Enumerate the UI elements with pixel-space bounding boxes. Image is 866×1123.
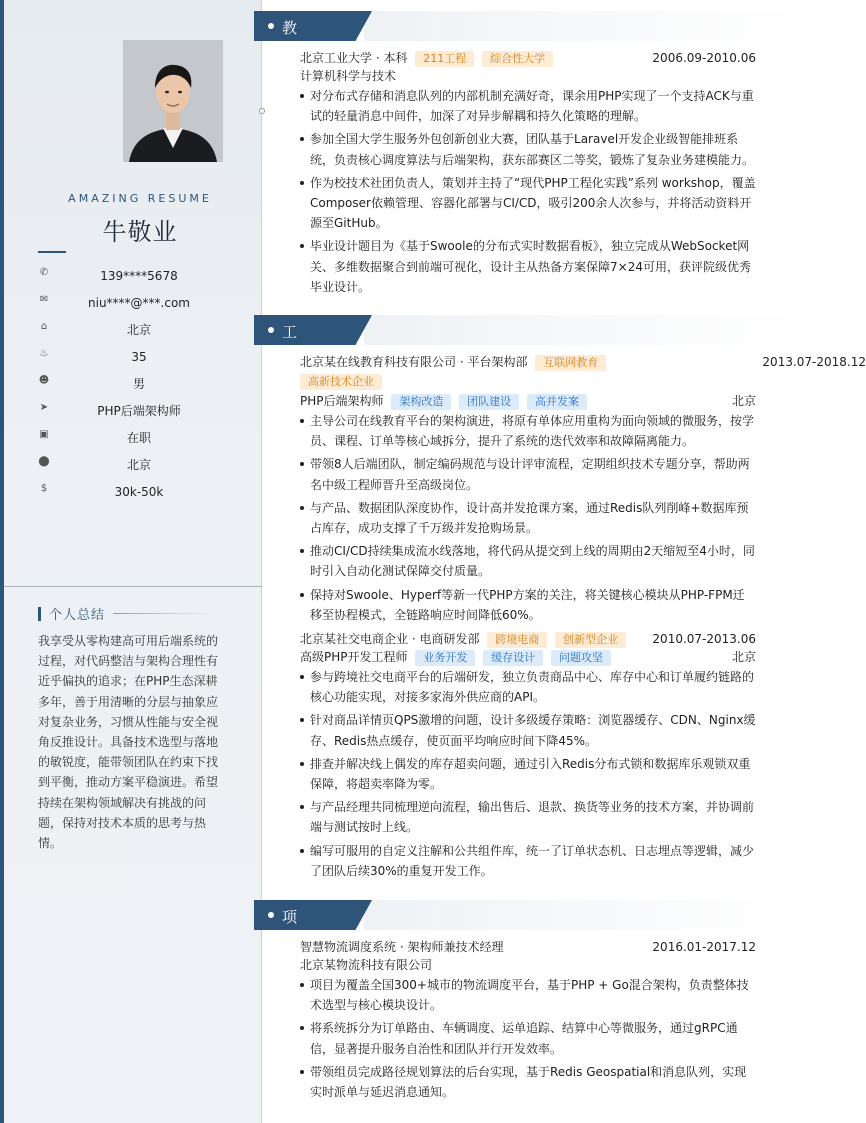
info-value: PHP后端架构师 <box>97 404 181 418</box>
job-entry <box>300 353 866 628</box>
info-value: 139****5678 <box>100 268 178 283</box>
list-item: 编写可服用的自定义注解和公共组件库，统一了订单状态机、日志埋点等逻辑，减少了团队后续30%的重复开发工作。 <box>300 841 756 881</box>
job-bullets <box>300 411 756 625</box>
list-item: 保持对Swoole、Hyperf等新一代PHP方案的关注，将关键核心模块从PHP-FPM迁移至协程模式，全链路响应时间降低60%。 <box>300 585 756 625</box>
header-dot <box>268 912 274 918</box>
sidebar-edge <box>0 0 4 1123</box>
job-entry <box>300 630 756 884</box>
info-value: 在职 <box>126 431 151 445</box>
home-icon: ⌂ <box>40 321 48 332</box>
sidebar <box>0 0 262 1123</box>
list-item: 参加全国大学生服务外包创新创业大赛，团队基于Laravel开发企业级智能排班系统，负责核心调度算法与后端架构，获东部赛区二等奖，锻炼了复杂业务建模能力。 <box>300 129 756 169</box>
list-item: 带领8人后端团队，制定编码规范与设计评审流程，定期组织技术专题分享，帮助两名中级工程师晋升至高级岗位。 <box>300 454 756 494</box>
school-name: 北京工业大学 · 本科 <box>300 51 408 65</box>
project-header-row <box>300 938 756 956</box>
header-rule <box>364 900 798 930</box>
company-tag: 跨境电商 <box>487 632 547 648</box>
summary-title: 个人总结 <box>49 608 106 623</box>
list-item: 与产品经理共同梳理逆向流程，输出售后、退款、换货等业务的技术方案，并协调前端与测试按时上线。 <box>300 797 756 837</box>
info-value: niu****@***.com <box>88 295 190 310</box>
info-age <box>38 343 240 370</box>
phone-icon: ✆ <box>39 267 49 278</box>
company-tag: 创新型企业 <box>555 632 626 648</box>
project-name: 智慧物流调度系统 · 架构师兼技术经理 <box>300 940 504 954</box>
role-tag: 缓存设计 <box>483 650 543 666</box>
heading-bar <box>38 607 41 621</box>
list-item: 对分布式存储和消息队列的内部机制充满好奇，课余用PHP实现了一个支持ACK与重试的轻量消息中间件，加深了对异步解耦和持久化策略的理解。 <box>300 86 756 126</box>
info-value: 北京 <box>126 458 151 472</box>
info-gender <box>38 370 240 397</box>
major: 计算机科学与技术 <box>300 69 397 83</box>
info-city <box>38 451 240 478</box>
info-email <box>38 289 240 316</box>
company-tag: 高新技术企业 <box>300 374 382 390</box>
summary-text: 我享受从零构建高可用后端系统的过程，对代码整洁与架构合理性有近乎偏执的追求；在PHP生态深耕多年，善于用清晰的分层与抽象应对复杂业务，习惯从性能与安全视角反推设计。具备技术选型与落地的敏锐度，能带领团队在约束下找到平衡，推动方案平稳演进。希望持续在架构领域解决有挑战的问题，保持对技术本质的思考与热情。 <box>38 634 219 851</box>
job-header-row <box>300 630 756 648</box>
header-rule <box>364 315 798 345</box>
info-phone <box>38 262 240 289</box>
info-value: 北京 <box>126 323 151 337</box>
job-period: 2013.07-2018.12 <box>762 355 866 369</box>
job-city: 北京 <box>731 650 756 664</box>
section-title: 教育经历 <box>282 19 299 100</box>
cake-icon: ♨ <box>39 348 49 359</box>
section-title: 项目经历 <box>282 908 299 989</box>
header-dot <box>268 23 274 29</box>
portrait-icon <box>123 40 223 162</box>
project-entry <box>300 938 756 1105</box>
location-icon: ⬤ <box>38 456 50 467</box>
list-item: 推动CI/CD持续集成流水线落地，将代码从提交到上线的周期由2天缩短至4小时，同时引入自动化测试保障交付质量。 <box>300 541 756 581</box>
job-bullets <box>300 667 756 881</box>
list-item: 主导公司在线教育平台的架构演进，将原有单体应用重构为面向领域的微服务，按学员、课程、订单等核心域拆分，提升了系统的迭代效率和故障隔离能力。 <box>300 411 756 451</box>
list-item: 项目为覆盖全国300+城市的物流调度平台，基于PHP + Go混合架构，负责整体技术选型与核心模块设计。 <box>300 975 756 1015</box>
avatar <box>123 40 223 162</box>
list-item: 参与跨境社交电商平台的后端研发，独立负责商品中心、库存中心和订单履约链路的核心功能实现，对接多家海外供应商的API。 <box>300 667 756 707</box>
education-period: 2006.09-2010.06 <box>652 51 756 65</box>
list-item: 与产品、数据团队深度协作，设计高并发抢课方案，通过Redis队列削峰+数据库预占库存，成功支撑了千万级并发抢购场景。 <box>300 498 756 538</box>
company-name: 北京某社交电商企业 · 电商研发部 <box>300 632 480 646</box>
resume-tagline: AMAZING RESUME <box>68 192 212 205</box>
role-tag: 问题攻坚 <box>551 650 611 666</box>
header-dot <box>268 327 274 333</box>
role-tag: 团队建设 <box>459 394 519 410</box>
salary-icon: $ <box>40 483 48 494</box>
send-icon: ➤ <box>39 402 49 413</box>
company-name: 北京某在线教育科技有限公司 · 平台架构部 <box>300 355 528 369</box>
info-value: 30k-50k <box>114 484 164 499</box>
main-content <box>262 0 866 1123</box>
project-period: 2016.01-2017.12 <box>652 940 756 954</box>
name-underline <box>38 251 66 253</box>
info-value: 男 <box>132 377 145 391</box>
info-salary <box>38 478 240 505</box>
info-value: 35 <box>131 349 147 364</box>
list-item: 毕业设计题目为《基于Swoole的分布式实时数据看板》，独立完成从WebSocket网关、多维数据聚合到前端可视化，设计主从热备方案保障7×24可用，获评院级优秀毕业设计。 <box>300 236 756 297</box>
job-role: 高级PHP开发工程师 <box>300 650 408 664</box>
education-header-row <box>300 49 756 67</box>
project-company: 北京某物流科技有限公司 <box>300 958 433 972</box>
sidebar-divider <box>4 586 262 587</box>
heading-line <box>113 613 213 614</box>
school-tag: 211工程 <box>415 51 474 67</box>
job-header-row <box>300 353 866 390</box>
list-item: 针对商品详情页QPS激增的问题，设计多级缓存策略：浏览器缓存、CDN、Nginx缓存、Redis热点缓存，使页面平均响应时间下降45%。 <box>300 710 756 750</box>
section-title: 工作经历 <box>282 323 299 404</box>
contact-info-list <box>38 262 240 505</box>
job-role-row <box>300 392 756 410</box>
role-tag: 业务开发 <box>415 650 475 666</box>
header-rule <box>364 11 798 41</box>
education-bullets <box>300 86 756 297</box>
list-item: 作为校技术社团负责人，策划并主持了“现代PHP工程化实践”系列 workshop，覆盖Composer依赖管理、容器化部署与CI/CD，吸引200余人次参与，并将活动资料开源至GitHub。 <box>300 173 756 234</box>
list-item: 将系统拆分为订单路由、车辆调度、运单追踪、结算中心等微服务，通过gRPC通信，显著提升服务自治性和团队并行开发效率。 <box>300 1018 756 1058</box>
person-icon: ☻ <box>38 375 50 386</box>
role-tag: 架构改造 <box>391 394 451 410</box>
info-position <box>38 397 240 424</box>
education-entry <box>300 49 756 300</box>
company-tag: 互联网教育 <box>535 355 606 371</box>
summary-heading <box>38 604 213 623</box>
job-role: PHP后端架构师 <box>300 394 384 408</box>
job-city: 北京 <box>731 394 756 408</box>
email-icon: ✉ <box>39 294 49 305</box>
info-status <box>38 424 240 451</box>
briefcase-icon: ▣ <box>39 429 49 440</box>
list-item: 带领组员完成路径规划算法的后台实现，基于Redis Geospatial和消息队列，实现实时派单与延迟消息通知。 <box>300 1062 756 1102</box>
list-item: 排查并解决线上偶发的库存超卖问题，通过引入Redis分布式锁和数据库乐观锁双重保障，将超卖率降为零。 <box>300 754 756 794</box>
job-role-row <box>300 648 756 666</box>
info-hometown <box>38 316 240 343</box>
school-tag: 综合性大学 <box>482 51 553 67</box>
project-bullets <box>300 975 756 1102</box>
job-period: 2010.07-2013.06 <box>652 632 756 646</box>
candidate-name: 牛敬业 <box>102 218 178 246</box>
role-tag: 高并发案 <box>527 394 587 410</box>
